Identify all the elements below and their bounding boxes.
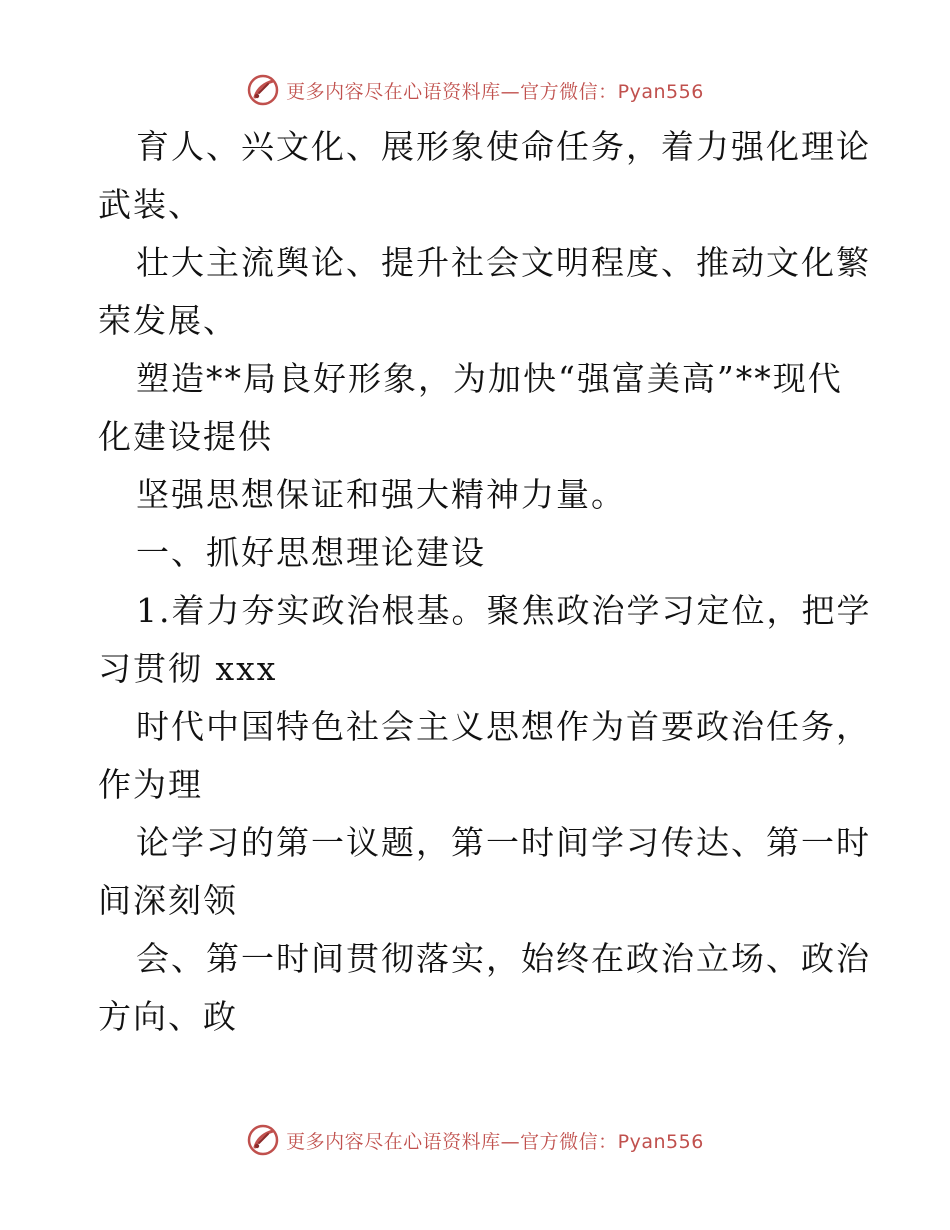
text-line: 习贯彻 xxx: [98, 649, 278, 688]
text-line: 方向、政: [98, 997, 238, 1036]
text-line: 武装、: [98, 185, 203, 224]
text-line: 论学习的第一议题，第一时间学习传达、第一时: [136, 823, 871, 862]
text-line: 一、抓好思想理论建设: [136, 533, 486, 572]
pen-swirl-logo-icon: [246, 1123, 280, 1157]
document-body: [98, 118, 872, 1046]
text-line: 1.着力夯实政治根基。聚焦政治学习定位，把学: [136, 591, 872, 630]
text-line: 时代中国特色社会主义思想作为首要政治任务，: [136, 707, 871, 746]
footer-watermark: [0, 1120, 950, 1160]
text-line: 作为理: [98, 765, 203, 804]
text-line: 坚强思想保证和强大精神力量。: [136, 475, 626, 514]
text-line: 塑造**局良好形象，为加快“强富美高”**现代: [136, 359, 843, 398]
text-line: 化建设提供: [98, 417, 273, 456]
text-line: 间深刻领: [98, 881, 238, 920]
text-line: 育人、兴文化、展形象使命任务，着力强化理论: [136, 127, 871, 166]
header-watermark: [0, 70, 950, 110]
text-line: 会、第一时间贯彻落实，始终在政治立场、政治: [136, 939, 871, 978]
watermark-text: 更多内容尽在心语资料库—官方微信：Pyan556: [286, 80, 704, 103]
text-line: 壮大主流舆论、提升社会文明程度、推动文化繁: [136, 243, 871, 282]
text-line: 荣发展、: [98, 301, 238, 340]
watermark-text: 更多内容尽在心语资料库—官方微信：Pyan556: [286, 1130, 704, 1153]
pen-swirl-logo-icon: [246, 73, 280, 107]
